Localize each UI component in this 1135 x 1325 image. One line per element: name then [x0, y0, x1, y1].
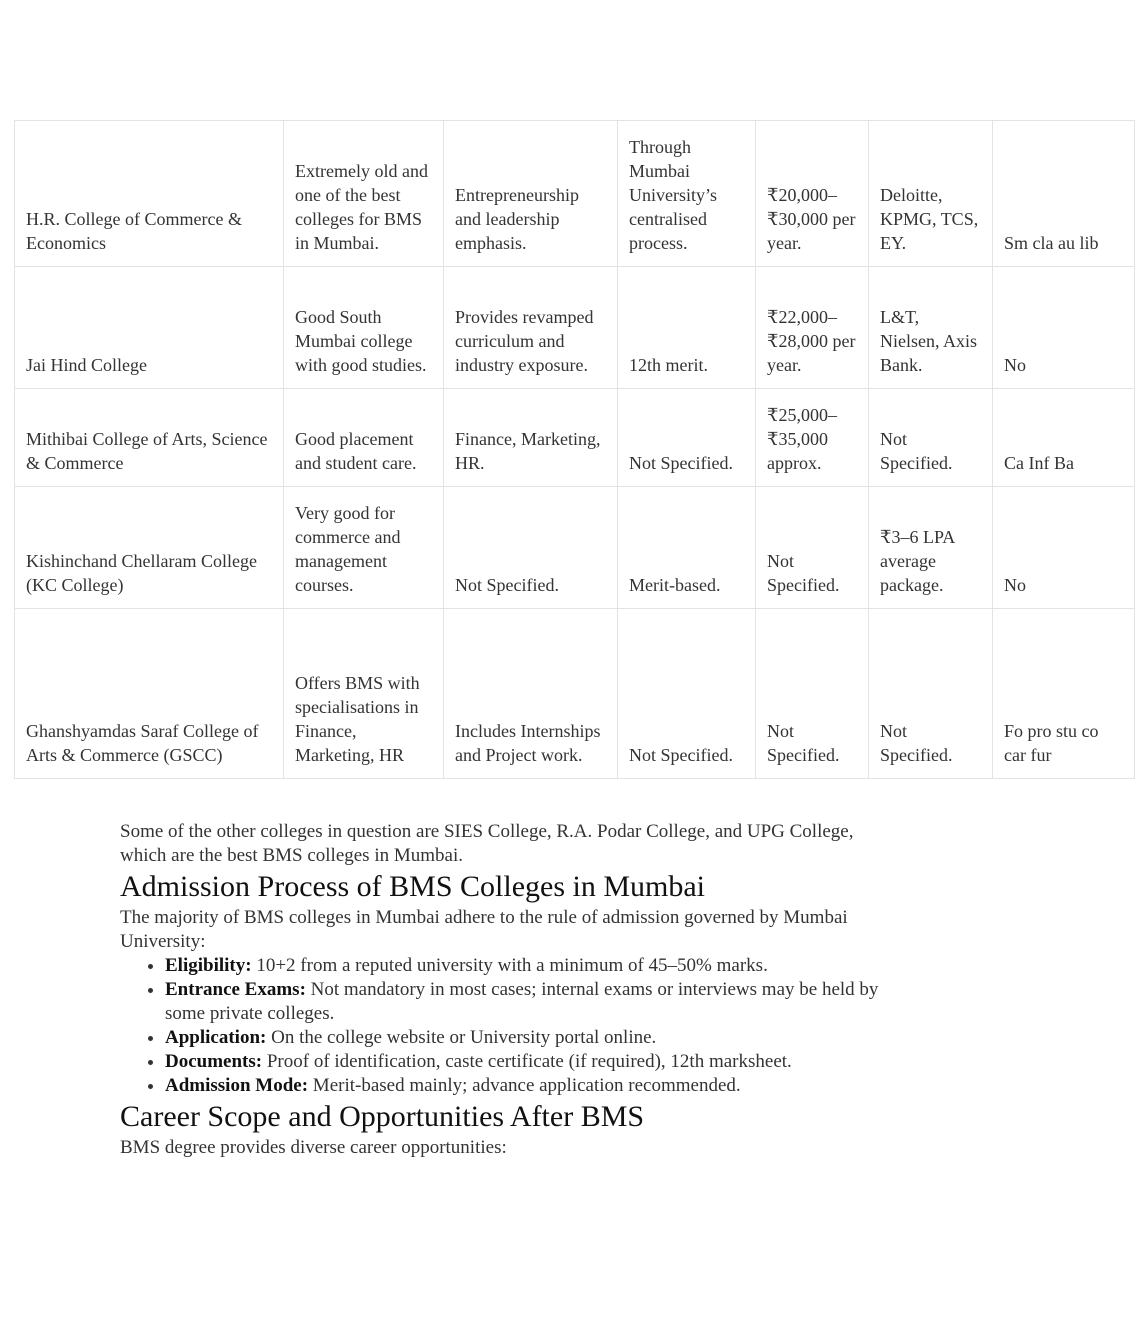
fees-cell: ₹25,000–₹35,000 approx.: [756, 389, 869, 487]
fees-cell: ₹20,000–₹30,000 per year.: [756, 121, 869, 267]
table-row: [15, 487, 1135, 609]
curriculum-cell: Provides revamped curriculum and industry exposure.: [444, 267, 618, 389]
list-item-label: Admission Mode:: [165, 1075, 309, 1096]
curriculum-cell: Not Specified.: [444, 487, 618, 609]
list-item: [165, 1074, 900, 1098]
list-item: [165, 1026, 900, 1050]
description-cell: Offers BMS with specialisations in Finance, Marketing, HR: [284, 609, 444, 779]
fees-cell: ₹22,000–₹28,000 per year.: [756, 267, 869, 389]
admission-list: [120, 954, 900, 1098]
list-item: [165, 978, 900, 1026]
college-name-cell: Jai Hind College: [15, 267, 284, 389]
list-item-text: On the college website or University portal online.: [266, 1027, 657, 1048]
description-cell: Extremely old and one of the best colleges for BMS in Mumbai.: [284, 121, 444, 267]
admission-cell: Through Mumbai University’s centralised process.: [618, 121, 756, 267]
facilities-cell: Sm cla au lib: [993, 121, 1135, 267]
table-row: [15, 389, 1135, 487]
recruiters-cell: ₹3–6 LPA average package.: [869, 487, 993, 609]
table-row: [15, 609, 1135, 779]
admission-intro-paragraph: The majority of BMS colleges in Mumbai adhere to the rule of admission governed by Mumbai University:: [120, 907, 848, 952]
facilities-cell: Ca Inf Ba: [993, 389, 1135, 487]
career-intro-paragraph: BMS degree provides diverse career opportunities:: [120, 1137, 507, 1158]
admission-cell: 12th merit.: [618, 267, 756, 389]
list-item-label: Documents:: [165, 1051, 263, 1072]
college-name-cell: H.R. College of Commerce & Economics: [15, 121, 284, 267]
admission-cell: Merit-based.: [618, 487, 756, 609]
recruiters-cell: Not Specified.: [869, 389, 993, 487]
career-heading: Career Scope and Opportunities After BMS: [120, 1100, 645, 1133]
recruiters-cell: Deloitte, KPMG, TCS, EY.: [869, 121, 993, 267]
article-body: [120, 820, 900, 1160]
table-row: [15, 121, 1135, 267]
recruiters-cell: L&T, Nielsen, Axis Bank.: [869, 267, 993, 389]
list-item-label: Eligibility:: [165, 955, 252, 976]
admission-cell: Not Specified.: [618, 389, 756, 487]
description-cell: Good placement and student care.: [284, 389, 444, 487]
facilities-cell: No: [993, 487, 1135, 609]
admission-cell: Not Specified.: [618, 609, 756, 779]
table-row: [15, 267, 1135, 389]
college-name-cell: Kishinchand Chellaram College (KC College): [15, 487, 284, 609]
list-item-text: Proof of identification, caste certificate (if required), 12th marksheet.: [262, 1051, 792, 1072]
description-cell: Very good for commerce and management courses.: [284, 487, 444, 609]
facilities-cell: Fo pro stu co car fur: [993, 609, 1135, 779]
fees-cell: Not Specified.: [756, 609, 869, 779]
list-item-text: Not mandatory in most cases; internal exams or interviews may be held by some private colleges.: [165, 979, 879, 1024]
list-item: [165, 954, 900, 978]
description-cell: Good South Mumbai college with good studies.: [284, 267, 444, 389]
list-item: [165, 1050, 900, 1074]
list-item-label: Application:: [165, 1027, 267, 1048]
list-item-text: Merit-based mainly; advance application recommended.: [308, 1075, 741, 1096]
recruiters-cell: Not Specified.: [869, 609, 993, 779]
intro-paragraph: Some of the other colleges in question are SIES College, R.A. Podar College, and UPG College, which are the best BMS colleges in Mumbai.: [120, 821, 854, 866]
colleges-table-container: [14, 120, 1099, 779]
list-item-text: 10+2 from a reputed university with a minimum of 45–50% marks.: [251, 955, 768, 976]
college-name-cell: Ghanshyamdas Saraf College of Arts & Commerce (GSCC): [15, 609, 284, 779]
fees-cell: Not Specified.: [756, 487, 869, 609]
facilities-cell: No: [993, 267, 1135, 389]
colleges-table: [14, 120, 1135, 779]
admission-heading: Admission Process of BMS Colleges in Mumbai: [120, 870, 706, 903]
college-name-cell: Mithibai College of Arts, Science & Commerce: [15, 389, 284, 487]
list-item-label: Entrance Exams:: [165, 979, 306, 1000]
curriculum-cell: Entrepreneurship and leadership emphasis.: [444, 121, 618, 267]
curriculum-cell: Includes Internships and Project work.: [444, 609, 618, 779]
curriculum-cell: Finance, Marketing, HR.: [444, 389, 618, 487]
